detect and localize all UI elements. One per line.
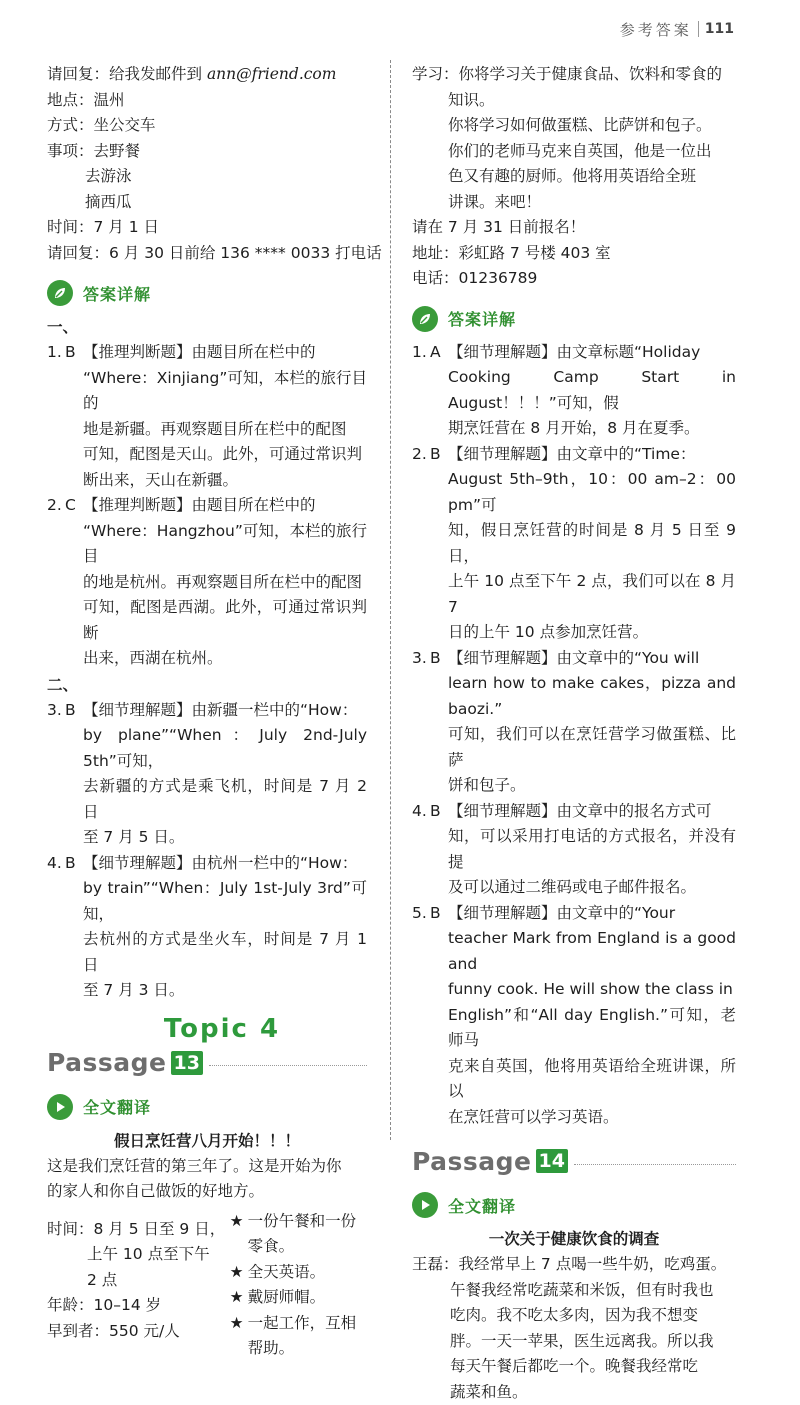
learn-line: 你将学习如何做蛋糕、比萨饼和包子。 — [412, 113, 736, 139]
survey-line: 每天午餐后都吃一个。晚餐我经常吃 — [412, 1354, 736, 1380]
item-number: 3. — [412, 646, 430, 799]
survey-line: 蔬菜和鱼。 — [412, 1380, 736, 1405]
star-item — [230, 1311, 367, 1362]
header-separator — [698, 21, 699, 37]
translation-section-header — [47, 1092, 367, 1122]
page-header — [620, 18, 734, 40]
item-answer: B — [65, 340, 83, 493]
reply-phone-line: 请回复：6 月 30 日前给 136 **** 0033 打电话 — [47, 241, 367, 267]
survey-line: 吃肉。我不吃太多肉，因为我不想变 — [412, 1303, 736, 1329]
item-answer: B — [430, 901, 448, 1131]
item-text: 【细节理解题】由文章中的“Your — [448, 901, 736, 927]
item-text: learn how to make cakes，pizza and baozi.” — [448, 671, 736, 722]
reply-email-prefix: 请回复：给我发邮件到 — [47, 65, 207, 83]
learn-line: 学习：你将学习关于健康食品、饮料和零食的 — [412, 62, 736, 88]
item-text: 出来，西湖在杭州。 — [83, 646, 367, 672]
star-text: 零食。 — [248, 1234, 367, 1260]
item-number: 4. — [412, 799, 430, 901]
translation-section-title: 全文翻译 — [83, 1095, 151, 1118]
star-text: 全天英语。 — [248, 1260, 367, 1286]
item-text: 【细节理解题】由文章中的“You will — [448, 646, 736, 672]
detail-price: 早到者：550 元/人 — [47, 1319, 230, 1345]
passage-number-badge: 14 — [536, 1149, 568, 1173]
item-text: English”和“All day English.”可知，老师马 — [448, 1003, 736, 1054]
item-text: 【细节理解题】由杭州一栏中的“How： — [83, 851, 367, 877]
page-number: 111 — [705, 21, 734, 37]
phone-line: 电话：01236789 — [412, 266, 736, 292]
reply-email-line — [47, 62, 367, 88]
right-column — [412, 62, 736, 1405]
answer-item-4 — [47, 851, 367, 1004]
time-line: 时间：7 月 1 日 — [47, 215, 367, 241]
learn-line: 色又有趣的厨师。他将用英语给全班 — [412, 164, 736, 190]
item-text: 及可以通过二维码或电子邮件报名。 — [448, 875, 736, 901]
answer-section-header — [412, 304, 736, 334]
passage-number-badge: 13 — [171, 1051, 203, 1075]
item-text: 可知，我们可以在烹饪营学习做蛋糕、比萨 — [448, 722, 736, 773]
item-text: 可知，配图是西湖。此外，可通过常识判断 — [83, 595, 367, 646]
item-number: 2. — [47, 493, 65, 672]
item-text: by plane”“When：July 2nd-July 5th”可知， — [83, 723, 367, 774]
survey-line: 午餐我经常吃蔬菜和米饭，但有时我也 — [412, 1278, 736, 1304]
item-text: 可知，配图是天山。此外，可通过常识判 — [83, 442, 367, 468]
passage-word: Passage — [47, 1048, 167, 1077]
star-text: 戴厨师帽。 — [248, 1285, 367, 1311]
detail-time: 时间：8 月 5 日至 9 日， — [47, 1217, 230, 1243]
answer-item-1 — [412, 340, 736, 442]
item-text: 饼和包子。 — [448, 773, 736, 799]
ad-line: 的家人和你自己做饭的好地方。 — [47, 1179, 367, 1205]
translation-section-header — [412, 1190, 736, 1220]
item-answer: B — [430, 442, 448, 646]
answer-item-2 — [412, 442, 736, 646]
answer-item-3 — [412, 646, 736, 799]
place-line: 地点：温州 — [47, 88, 367, 114]
answer-section-header — [47, 278, 367, 308]
item-number: 3. — [47, 698, 65, 851]
play-icon — [412, 1192, 438, 1218]
part2-label: 二、 — [47, 672, 367, 698]
answer-section-title: 答案详解 — [83, 282, 151, 305]
item-text: teacher Mark from England is a good and — [448, 926, 736, 977]
dotted-rule — [574, 1164, 736, 1165]
camp-details — [47, 1209, 367, 1362]
thing-swim: 去游泳 — [47, 164, 367, 190]
item-text: funny cook. He will show the class in — [448, 977, 736, 1003]
way-line: 方式：坐公交车 — [47, 113, 367, 139]
answer-item-5 — [412, 901, 736, 1131]
item-text: by train”“When：July 1st-July 3rd”可知， — [83, 876, 367, 927]
reply-email: ann@friend.com — [207, 65, 337, 83]
passage-14-heading — [412, 1144, 736, 1178]
item-text: 断出来，天山在新疆。 — [83, 468, 367, 494]
star-item — [230, 1285, 367, 1311]
item-answer: B — [430, 799, 448, 901]
detail-time-3: 2 点 — [47, 1268, 230, 1294]
play-icon — [47, 1094, 73, 1120]
item-text: 日的上午 10 点参加烹饪营。 — [448, 620, 736, 646]
item-text: 的地是杭州。再观察题目所在栏中的配图 — [83, 570, 367, 596]
star-icon: ★ — [230, 1260, 248, 1286]
passage-word: Passage — [412, 1147, 532, 1176]
star-icon: ★ — [230, 1311, 248, 1362]
item-text: 至 7 月 3 日。 — [83, 978, 367, 1004]
item-text: 【细节理解题】由文章标题“Holiday — [448, 340, 736, 366]
ad-line: 这是我们烹饪营的第三年了。这是开始为你 — [47, 1154, 367, 1180]
item-answer: A — [430, 340, 448, 442]
topic-title: Topic 4 — [137, 1014, 307, 1044]
item-text: 知，可以采用打电话的方式报名，并没有提 — [448, 824, 736, 875]
passage-13-heading — [47, 1046, 367, 1080]
item-text: “Where：Xinjiang”可知，本栏的旅行目的 — [83, 366, 367, 417]
translation-section-title: 全文翻译 — [448, 1194, 516, 1217]
item-text: 期烹饪营在 8 月开始，8 月在夏季。 — [448, 416, 736, 442]
leaf-icon — [47, 280, 73, 306]
item-text: 地是新疆。再观察题目所在栏中的配图 — [83, 417, 367, 443]
thing-melon: 摘西瓜 — [47, 190, 367, 216]
item-answer: B — [430, 646, 448, 799]
address-line: 地址：彩虹路 7 号楼 403 室 — [412, 241, 736, 267]
survey-line: 胖。一天一苹果，医生远离我。所以我 — [412, 1329, 736, 1355]
star-text: 一份午餐和一份 — [248, 1209, 367, 1235]
detail-time-2: 上午 10 点至下午 — [47, 1242, 230, 1268]
item-text: Cooking Camp Start in August！！！”可知，假 — [448, 365, 736, 416]
column-divider — [390, 60, 391, 1140]
item-text: 【推理判断题】由题目所在栏中的 — [83, 493, 367, 519]
header-title: 参考答案 — [620, 19, 692, 40]
star-item — [230, 1260, 367, 1286]
ad-title: 假日烹饪营八月开始！！！ — [47, 1128, 367, 1154]
item-number: 1. — [47, 340, 65, 493]
things-line: 事项：去野餐 — [47, 139, 367, 165]
item-text: 在烹饪营可以学习英语。 — [448, 1105, 736, 1131]
item-text: 至 7 月 5 日。 — [83, 825, 367, 851]
item-answer: B — [65, 698, 83, 851]
answer-item-4 — [412, 799, 736, 901]
part1-label: 一、 — [47, 314, 367, 340]
learn-line: 你们的老师马克来自英国，他是一位出 — [412, 139, 736, 165]
leaf-icon — [412, 306, 438, 332]
survey-line: 王磊：我经常早上 7 点喝一些牛奶，吃鸡蛋。 — [412, 1252, 736, 1278]
detail-age: 年龄：10–14 岁 — [47, 1293, 230, 1319]
item-text: 【推理判断题】由题目所在栏中的 — [83, 340, 367, 366]
answer-item-3 — [47, 698, 367, 851]
item-text: 去杭州的方式是坐火车，时间是 7 月 1 日 — [83, 927, 367, 978]
learn-line: 知识。 — [412, 88, 736, 114]
dotted-rule — [209, 1065, 367, 1066]
star-icon: ★ — [230, 1285, 248, 1311]
item-number: 2. — [412, 442, 430, 646]
item-text: 上午 10 点至下午 2 点，我们可以在 8 月 7 — [448, 569, 736, 620]
star-item — [230, 1209, 367, 1260]
item-text: 【细节理解题】由文章中的报名方式可 — [448, 799, 736, 825]
star-text: 帮助。 — [248, 1336, 367, 1362]
item-number: 1. — [412, 340, 430, 442]
star-text: 一起工作，互相 — [248, 1311, 367, 1337]
star-icon: ★ — [230, 1209, 248, 1260]
item-text: 克来自英国，他将用英语给全班讲课，所以 — [448, 1054, 736, 1105]
answer-item-2 — [47, 493, 367, 672]
item-number: 5. — [412, 901, 430, 1131]
learn-line: 讲课。来吧！ — [412, 190, 736, 216]
item-text: 【细节理解题】由新疆一栏中的“How： — [83, 698, 367, 724]
item-text: 【细节理解题】由文章中的“Time： — [448, 442, 736, 468]
item-text: 去新疆的方式是乘飞机，时间是 7 月 2 日 — [83, 774, 367, 825]
answer-item-1 — [47, 340, 367, 493]
item-text: August 5th–9th，10：00 am–2：00 pm”可 — [448, 467, 736, 518]
answer-section-title: 答案详解 — [448, 307, 516, 330]
item-answer: C — [65, 493, 83, 672]
signup-line: 请在 7 月 31 日前报名！ — [412, 215, 736, 241]
item-text: “Where：Hangzhou”可知，本栏的旅行目 — [83, 519, 367, 570]
item-number: 4. — [47, 851, 65, 1004]
item-answer: B — [65, 851, 83, 1004]
survey-title: 一次关于健康饮食的调查 — [412, 1226, 736, 1252]
item-text: 知，假日烹饪营的时间是 8 月 5 日至 9 日， — [448, 518, 736, 569]
